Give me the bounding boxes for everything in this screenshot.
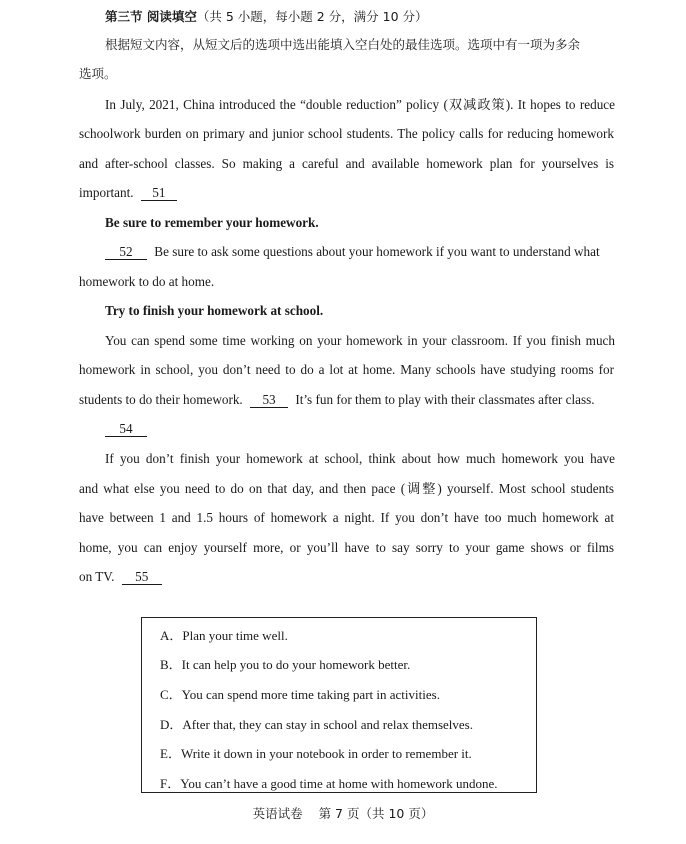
option-e: E．Write it down in your notebook in order to remember it. xyxy=(160,746,472,761)
passage-text: It’s fun for them to play with their classmates after class. xyxy=(295,392,595,407)
blank-53: 53 xyxy=(250,393,288,408)
passage-line: homework to do at home. xyxy=(79,274,215,289)
option-f: F．You can’t have a good time at home with homework undone. xyxy=(160,776,498,791)
option-b: B．It can help you to do your homework better. xyxy=(160,657,411,672)
passage-text: important. xyxy=(79,185,134,200)
passage-line xyxy=(79,391,595,409)
blank-51: 51 xyxy=(141,186,177,201)
passage-text: Be sure to ask some questions about your homework if you want to understand what xyxy=(154,244,600,259)
passage-line: home, you can enjoy yourself more, or you’ll have to say sorry to your game shows or films xyxy=(79,540,614,555)
passage-line xyxy=(105,420,147,438)
passage-line: and after-school classes. So making a careful and available homework plan for yourselves is xyxy=(79,156,614,171)
passage-line: In July, 2021, China introduced the “double reduction” policy (双减政策). It hopes to reduce xyxy=(105,97,615,112)
passage-text: students to do their homework. xyxy=(79,392,243,407)
passage-text: on TV. xyxy=(79,569,115,584)
passage-line xyxy=(79,184,177,202)
passage-line: You can spend some time working on your homework in your classroom. If you finish much xyxy=(105,333,615,348)
blank-52: 52 xyxy=(105,245,147,260)
section-heading-note: （共 5 小题，每小题 2 分，满分 10 分） xyxy=(196,9,428,24)
subheading: Be sure to remember your homework. xyxy=(105,215,319,230)
option-d: D．After that, they can stay in school and relax themselves. xyxy=(160,717,473,732)
section-heading: 第三节 阅读填空 xyxy=(105,9,197,24)
passage-line: schoolwork burden on primary and junior school students. The policy calls for reducing homework xyxy=(79,126,614,141)
page-footer: 英语试卷 第 7 页（共 10 页） xyxy=(252,806,434,821)
passage-line xyxy=(79,568,162,586)
passage-line: have between 1 and 1.5 hours of homework a night. If you don’t have too much homework at xyxy=(79,510,614,525)
passage-line: and what else you need to do on that day, and then pace (调整) yourself. Most school students xyxy=(79,481,614,496)
section-title xyxy=(105,8,428,26)
instruction-line-2: 选项。 xyxy=(79,66,117,81)
blank-54: 54 xyxy=(105,422,147,437)
passage-line: homework in school, you don’t need to do a lot at home. Many schools have studying rooms for xyxy=(79,362,614,377)
subheading: Try to finish your homework at school. xyxy=(105,303,324,318)
passage-line: If you don’t finish your homework at school, think about how much homework you have xyxy=(105,451,615,466)
instruction-line-1: 根据短文内容，从短文后的选项中选出能填入空白处的最佳选项。选项中有一项为多余 xyxy=(105,37,581,52)
passage-line xyxy=(105,243,615,261)
option-a: A．Plan your time well. xyxy=(160,628,288,643)
blank-55: 55 xyxy=(122,570,162,585)
option-c: C．You can spend more time taking part in activities. xyxy=(160,687,440,702)
